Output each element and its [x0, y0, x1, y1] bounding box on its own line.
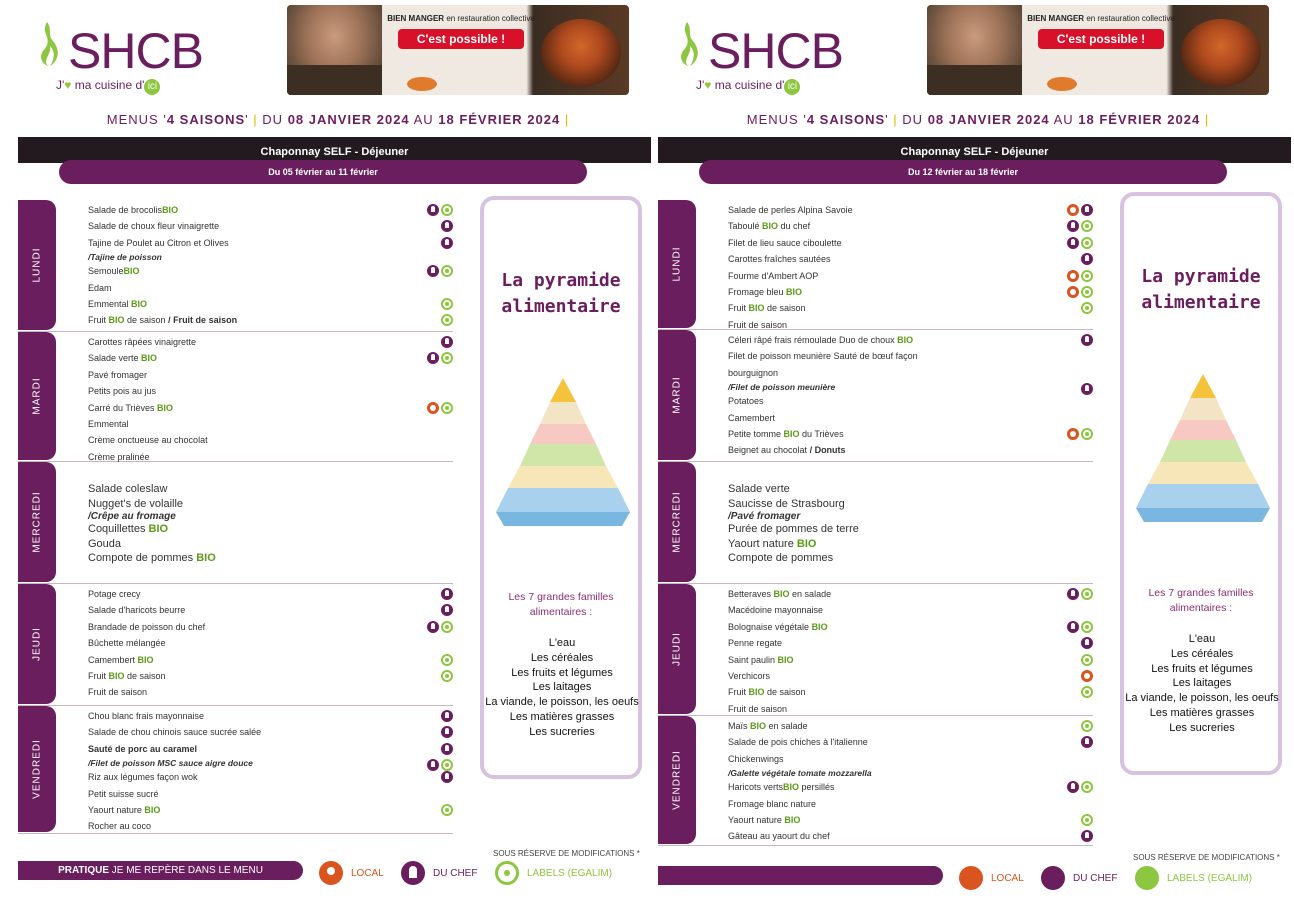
label-seal-icon: [441, 670, 453, 682]
chef-hat-icon: [427, 621, 439, 633]
label-seal-icon: [1081, 621, 1093, 633]
week-range: Du 12 février au 18 février: [699, 160, 1227, 184]
disclaimer: SOUS RÉSERVE DE MODIFICATIONS *: [493, 849, 640, 858]
local-pin-icon: [319, 861, 343, 885]
legend-chef: DU CHEF: [1041, 866, 1117, 890]
chef-hat-icon: [1081, 637, 1093, 649]
chef-hat-icon: [1081, 253, 1093, 265]
label-seal-icon: [441, 204, 453, 216]
day-jeudi: [18, 584, 453, 706]
family-item: Les matières grasses: [509, 710, 615, 723]
menu-item: /Galette végétale tomate mozzarella: [728, 768, 872, 779]
chef-hat-icon: [441, 220, 453, 232]
day-label: JEUDI: [18, 584, 56, 704]
food-pyramid-image: [494, 376, 632, 536]
shcb-logo: [26, 18, 206, 98]
menu-item: Gâteau au yaourt du chef: [728, 828, 1093, 844]
bio-badge: BIO: [786, 287, 803, 298]
day-mercredi: [18, 462, 453, 584]
menu-item: Carré du Trièves BIO: [88, 400, 453, 416]
menu-item: Betteraves BIO en salade: [728, 586, 1093, 602]
menu-item: Filet de lieu sauce ciboulette: [728, 235, 1093, 251]
menu-item: Compote de pommes BIO: [88, 552, 216, 564]
day-label: LUNDI: [658, 200, 696, 328]
day-label: LUNDI: [18, 200, 56, 330]
local-pin-icon: [1067, 204, 1079, 216]
menu-item: Emmental BIO: [88, 296, 453, 312]
menu-item: /Filet de poisson MSC sauce aigre douce: [88, 757, 453, 769]
family-item: Les laitages: [1172, 677, 1232, 690]
chef-hat-icon: [427, 265, 439, 277]
menu-item: Fruit BIO de saison: [728, 300, 1093, 316]
menu-item: Fruit de saison: [728, 703, 788, 714]
chef-hat-icon: [441, 604, 453, 616]
flame-icon: [672, 20, 702, 68]
menu-item: Coquillettes BIO: [88, 523, 169, 535]
chef-hat-icon: [441, 588, 453, 600]
heart-icon: ♥: [64, 78, 72, 92]
menu-item: Riz aux légumes façon wok: [88, 769, 453, 785]
families-list: [476, 636, 648, 740]
legend-bar: PRATIQUE JE ME REPÈRE DANS LE MENU: [18, 861, 303, 880]
week-range: Du 05 février au 11 février: [59, 160, 587, 184]
menu-item: Salade de brocolisBIO: [88, 202, 453, 218]
family-item: Les laitages: [532, 681, 592, 694]
family-item: Les céréales: [1170, 647, 1234, 660]
menu-item: Compote de pommes: [728, 552, 834, 564]
menu-period-title: MENUS '4 SAISONS' | DU 08 JANVIER 2024 AU 18 FÉVRIER 2024 |: [106, 112, 570, 127]
menu-item: /Crêpe au fromage: [88, 511, 176, 522]
label-seal-icon: [495, 861, 519, 885]
families-heading: Les 7 grandes familles alimentaires :: [1148, 587, 1254, 614]
bio-badge: BIO: [144, 805, 161, 816]
label-seal-icon: [441, 402, 453, 414]
day-mardi: [658, 330, 1093, 462]
chef-hat-icon: [1081, 736, 1093, 748]
menu-item: Bolognaise végétale BIO: [728, 619, 1093, 635]
chef-hat-icon: [1067, 237, 1079, 249]
legend-labels: LABELS (EGALIM): [1135, 866, 1252, 890]
menu-item: Potage crecy: [88, 586, 453, 602]
chef-hat-icon: [427, 204, 439, 216]
bio-badge: BIO: [108, 671, 125, 682]
shcb-logo: [666, 18, 846, 98]
day-vendredi: [658, 716, 1093, 846]
menu-item: Saucisse de Strasbourg: [728, 497, 845, 510]
menu-item: bourguignon: [728, 367, 779, 378]
family-item: La viande, le poisson, les oeufs: [485, 696, 639, 709]
label-seal-icon: [1081, 720, 1093, 732]
menu-period-title: MENUS '4 SAISONS' | DU 08 JANVIER 2024 AU 18 FÉVRIER 2024 |: [746, 112, 1210, 127]
menu-item: Petit suisse sucré: [88, 788, 159, 799]
carrot-image: [407, 77, 437, 91]
bio-badge: BIO: [748, 687, 765, 698]
label-seal-icon: [1081, 237, 1093, 249]
day-lundi: [18, 200, 453, 332]
label-seal-icon: [1081, 270, 1093, 282]
bio-badge: BIO: [783, 782, 800, 793]
menu-item: Salade verte BIO: [88, 350, 453, 366]
bio-badge: BIO: [784, 815, 801, 826]
disclaimer: SOUS RÉSERVE DE MODIFICATIONS *: [1133, 853, 1280, 862]
menu-item: Gouda: [88, 537, 122, 550]
bio-badge: BIO: [157, 402, 174, 413]
menu-item: Potatoes: [728, 396, 764, 407]
stew-pot-image: [1181, 19, 1261, 87]
family-item: Les sucreries: [529, 725, 595, 738]
local-pin-icon: [959, 866, 983, 890]
label-seal-icon: [441, 352, 453, 364]
day-lundi: [658, 200, 1093, 330]
bio-badge: BIO: [796, 537, 817, 550]
day-mardi: [18, 332, 453, 462]
pyramid-title: La pyramide alimentaire: [501, 270, 621, 317]
bio-badge: BIO: [777, 654, 794, 665]
menu-item: Sauté de porc au caramel: [88, 741, 453, 757]
pyramid-panel: [480, 196, 642, 779]
label-seal-icon: [1081, 588, 1093, 600]
family-item: Les matières grasses: [1149, 706, 1255, 719]
food-pyramid-image: [1134, 372, 1272, 532]
label-seal-icon: [1081, 814, 1093, 826]
stew-pot-image: [541, 19, 621, 87]
family-item: Les fruits et légumes: [511, 666, 613, 679]
menu-item: Fromage blanc nature: [728, 798, 817, 809]
menu-item: Saint paulin BIO: [728, 652, 1093, 668]
label-seal-icon: [1081, 302, 1093, 314]
site-title-bar: Chaponnay SELF - Déjeuner: [658, 137, 1291, 163]
chef-hat-icon: [1067, 220, 1079, 232]
banner-slogan: BIEN MANGER en restauration collective: [1027, 14, 1175, 23]
menu-item: Taboulé BIO du chef: [728, 218, 1093, 234]
label-seal-icon: [1135, 866, 1159, 890]
menu-item: Pavé fromager: [88, 369, 148, 380]
brand-name: SHCB: [708, 23, 843, 79]
chef-hat-icon: [1081, 334, 1093, 346]
legend-local: LOCAL: [319, 861, 384, 885]
menu-item: Chou blanc frais mayonnaise: [88, 708, 453, 724]
pyramid-panel: [1120, 192, 1282, 775]
menu-item: Maïs BIO en salade: [728, 718, 1093, 734]
family-item: Les fruits et légumes: [1151, 662, 1253, 675]
menu-item: Salade de chou chinois sauce sucrée salée: [88, 724, 453, 740]
legend-local: LOCAL: [959, 866, 1024, 890]
day-label: MARDI: [658, 330, 696, 460]
flame-icon: [32, 20, 62, 68]
chef-hat-icon: [1067, 621, 1079, 633]
menu-item: SemouleBIO: [88, 263, 453, 279]
menu-item: Salade de choux fleur vinaigrette: [88, 218, 453, 234]
menu-item: Crème pralinée: [88, 451, 150, 462]
pyramid-title: La pyramide alimentaire: [1141, 266, 1261, 313]
site-title-bar: Chaponnay SELF - Déjeuner: [18, 137, 651, 163]
bio-badge: BIO: [783, 429, 800, 440]
local-pin-icon: [1067, 270, 1079, 282]
menu-item: Fruit de saison: [88, 687, 148, 698]
chef-hat-icon: [1081, 830, 1093, 842]
label-seal-icon: [1081, 286, 1093, 298]
day-label: VENDREDI: [18, 706, 56, 832]
promo-banner: [927, 5, 1269, 95]
menu-item: Salade coleslaw: [88, 483, 168, 495]
menu-item: /Pavé fromager: [728, 511, 801, 522]
chef-hat-icon: [1081, 204, 1093, 216]
banner-cta: C'est possible !: [1038, 29, 1164, 49]
menu-item: Tajine de Poulet au Citron et Olives: [88, 235, 453, 251]
menu-item: Yaourt nature BIO: [88, 802, 453, 818]
label-seal-icon: [441, 804, 453, 816]
local-pin-icon: [427, 402, 439, 414]
families-heading: Les 7 grandes familles alimentaires :: [508, 591, 614, 618]
bio-badge: BIO: [141, 353, 158, 364]
label-seal-icon: [1081, 428, 1093, 440]
label-seal-icon: [1081, 781, 1093, 793]
menu-page-week-1: [18, 0, 658, 912]
menu-item: Edam: [88, 282, 112, 293]
label-seal-icon: [1081, 220, 1093, 232]
bio-badge: BIO: [108, 315, 125, 326]
family-item: Les céréales: [530, 651, 594, 664]
legend-bar: [658, 866, 943, 885]
day-label: JEUDI: [658, 584, 696, 714]
carrot-image: [1047, 77, 1077, 91]
menu-item: Fruit BIO de saison: [88, 668, 453, 684]
menu-item: Chickenwings: [728, 753, 784, 764]
day-vendredi: [18, 706, 453, 834]
menu-item: Beignet au chocolat / Donuts: [728, 445, 846, 456]
day-label: MARDI: [18, 332, 56, 460]
menu-item: Petite tomme BIO du Trièves: [728, 426, 1093, 442]
family-item: Les sucreries: [1169, 721, 1235, 734]
menu-item: Brandade de poisson du chef: [88, 619, 453, 635]
menu-item: Céleri râpé frais rémoulade Duo de choux BIO: [728, 332, 1093, 348]
label-seal-icon: [441, 621, 453, 633]
bio-badge: BIO: [762, 221, 779, 232]
legend-chef: DU CHEF: [401, 861, 477, 885]
day-jeudi: [658, 584, 1093, 716]
menu-item: Haricots vertsBIO persillés: [728, 779, 1093, 795]
menu-item: Fourme d'Ambert AOP: [728, 268, 1093, 284]
bio-badge: BIO: [137, 654, 154, 665]
local-pin-icon: [1067, 286, 1079, 298]
menu-item: Camembert: [728, 412, 776, 423]
chef-hat-icon: [427, 352, 439, 364]
menu-item: Fruit BIO de saison: [728, 684, 1093, 700]
banner-cta: C'est possible !: [398, 29, 524, 49]
bio-badge: BIO: [131, 299, 148, 310]
label-seal-icon: [1081, 654, 1093, 666]
menu-item: Salade verte: [728, 483, 790, 495]
brand-name: SHCB: [68, 23, 203, 79]
menu-item: Fromage bleu BIO: [728, 284, 1093, 300]
menu-item: Emmental: [88, 419, 129, 430]
menu-item: Penne regate: [728, 635, 1093, 651]
menu-item: Fruit BIO de saison / Fruit de saison: [88, 312, 453, 328]
heart-icon: ♥: [704, 78, 712, 92]
families-list: [1116, 632, 1288, 736]
day-label: MERCREDI: [18, 462, 56, 582]
menu-item: Bûchette mélangée: [88, 638, 166, 649]
brand-tagline: J'♥ ma cuisine d' ici: [56, 78, 160, 95]
local-pin-icon: [1067, 428, 1079, 440]
menu-item: Crème onctueuse au chocolat: [88, 435, 208, 446]
chef-hat-icon: [441, 237, 453, 249]
bio-badge: BIO: [196, 552, 216, 564]
family-item: L'eau: [1188, 633, 1216, 645]
menu-item: Carottes fraîches sautées: [728, 251, 1093, 267]
menu-item: Nugget's de volaille: [88, 497, 184, 510]
family-item: L'eau: [548, 637, 576, 649]
menu-item: Yaourt nature BIO: [728, 812, 1093, 828]
day-mercredi: [658, 462, 1093, 584]
chef-hat-icon: [401, 861, 425, 885]
menu-item: Petits pois au jus: [88, 386, 157, 397]
family-item: La viande, le poisson, les oeufs: [1125, 692, 1279, 705]
menu-item: Camembert BIO: [88, 652, 453, 668]
bio-badge: BIO: [750, 721, 767, 731]
menu-item: Salade de perles Alpina Savoie: [728, 202, 1093, 218]
label-seal-icon: [441, 265, 453, 277]
bio-badge: BIO: [748, 303, 765, 314]
menu-item: Fruit de saison: [728, 319, 788, 330]
menu-item: /Filet de poisson meunière: [728, 381, 1093, 393]
label-seal-icon: [441, 314, 453, 326]
banner-slogan: BIEN MANGER en restauration collective: [387, 14, 535, 23]
day-label: VENDREDI: [658, 716, 696, 844]
bio-badge: BIO: [811, 621, 828, 632]
legend-labels: LABELS (EGALIM): [495, 861, 612, 885]
menu-item: Yaourt nature BIO: [728, 537, 817, 550]
menu-page-week-2: [658, 0, 1294, 912]
chef-hat-icon: [441, 771, 453, 783]
bio-badge: BIO: [162, 205, 179, 215]
menu-item: Purée de pommes de terre: [728, 523, 859, 535]
bio-badge: BIO: [123, 266, 140, 277]
chef-hat-icon: [441, 743, 453, 755]
bio-badge: BIO: [773, 589, 790, 599]
menu-item: Salade d'haricots beurre: [88, 602, 453, 618]
menu-item: Filet de poisson meunière Sauté de bœuf façon: [728, 351, 918, 362]
menu-item: Verchicors: [728, 668, 1093, 684]
chef-hat-icon: [1067, 588, 1079, 600]
label-seal-icon: [1081, 686, 1093, 698]
chef-hat-icon: [441, 336, 453, 348]
day-label: MERCREDI: [658, 462, 696, 582]
chef-hat-icon: [1067, 781, 1079, 793]
menu-item: Salade de pois chiches à l'italienne: [728, 734, 1093, 750]
menu-item: Rocher au coco: [88, 821, 152, 832]
promo-banner: [287, 5, 629, 95]
label-seal-icon: [441, 654, 453, 666]
local-pin-icon: [1081, 670, 1093, 682]
menu-item: /Tajine de poisson: [88, 252, 162, 263]
brand-tagline: J'♥ ma cuisine d' ici: [696, 78, 800, 95]
chef-hat-icon: [1041, 866, 1065, 890]
chef-hat-icon: [441, 710, 453, 722]
menu-item: Carottes râpées vinaigrette: [88, 334, 453, 350]
bio-badge: BIO: [897, 335, 914, 345]
chef-hat-icon: [441, 726, 453, 738]
label-seal-icon: [441, 298, 453, 310]
bio-badge: BIO: [148, 523, 169, 535]
menu-item: Macédoine mayonnaise: [728, 605, 824, 616]
